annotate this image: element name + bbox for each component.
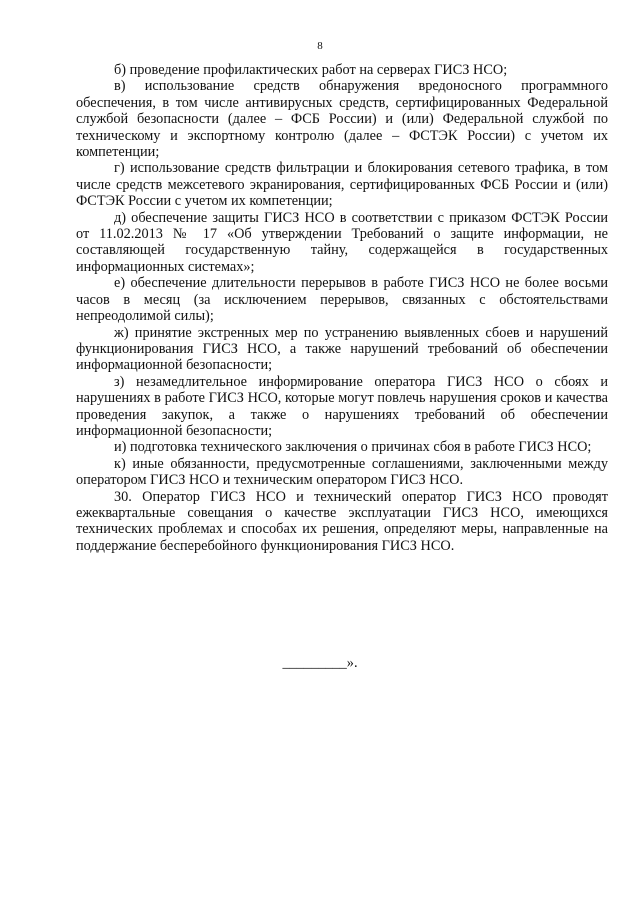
paragraph-30: 30. Оператор ГИСЗ НСО и технический оператор ГИСЗ НСО проводят ежеквартальные совещания о качестве эксплуатации ГИСЗ НСО, имеющихся технических проблемах и способах их решения, определяют меры, направленные на поддержание бесперебойного функционирования ГИСЗ НСО. bbox=[76, 488, 608, 554]
page-number: 8 bbox=[317, 40, 323, 52]
paragraph-e: е) обеспечение длительности перерывов в работе ГИСЗ НСО не более восьми часов в месяц (за исключением перерывов, связанных с обстоятельствами непреодолимой силы); bbox=[76, 275, 608, 325]
closing-line: _________». bbox=[282, 655, 358, 671]
paragraph-b: б) проведение профилактических работ на серверах ГИСЗ НСО; bbox=[114, 62, 508, 78]
document-body bbox=[76, 62, 608, 554]
paragraph-v: в) использование средств обнаружения вредоносного программного обеспечения, в том числе антивирусных средств, сертифицированных Федеральной службой безопасности (далее – ФСБ России) и (или) Федеральной службой по техническому и экспортному контролю (далее – ФСТЭК России) с учетом их компетенции; bbox=[76, 78, 608, 161]
paragraph-i: и) подготовка технического заключения о причинах сбоя в работе ГИСЗ НСО; bbox=[114, 439, 592, 456]
paragraph-z: з) незамедлительное информирование оператора ГИСЗ НСО о сбоях и нарушениях в работе ГИСЗ НСО, которые могут повлечь нарушения сроков и качества проведения закупок, а также о нарушениях требований об обеспечении информационной безопасности; bbox=[76, 373, 608, 439]
paragraph-zh: ж) принятие экстренных мер по устранению выявленных сбоев и нарушений функционирования ГИСЗ НСО, а также нарушений требований об обеспечении информационной безопасности; bbox=[76, 324, 608, 374]
paragraph-g: г) использование средств фильтрации и блокирования сетевого трафика, в том числе средств межсетевого экранирования, сертифицированных ФСБ России и (или) ФСТЭК России с учетом их компетенции; bbox=[76, 160, 608, 210]
paragraph-d: д) обеспечение защиты ГИСЗ НСО в соответствии с приказом ФСТЭК России от 11.02.2013 № 17 «Об утверждении Требований о защите информации, не составляющей государственную тайну, содержащейся в государственных информационных системах»; bbox=[76, 209, 608, 275]
paragraph-k: к) иные обязанности, предусмотренные соглашениями, заключенными между оператором ГИСЗ НСО и техническим оператором ГИСЗ НСО. bbox=[76, 455, 608, 489]
